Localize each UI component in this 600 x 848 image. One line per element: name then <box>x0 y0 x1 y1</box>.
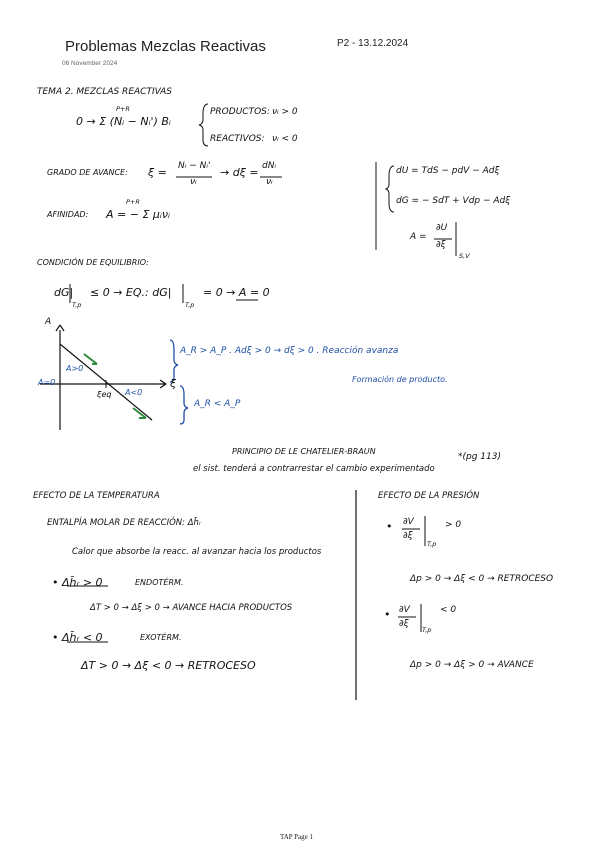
grado-frac1-den: νᵢ <box>190 177 197 187</box>
page-footer: TAP Page 1 <box>280 833 314 841</box>
presion-b1-cond: > 0 <box>445 520 462 530</box>
dg-equation: dG = − SdT + Vdp − Adξ <box>396 196 511 206</box>
affinity-num: ∂U <box>436 223 448 233</box>
tema-heading: TEMA 2. MEZCLAS REACTIVAS <box>37 87 173 97</box>
entalpia-label: ENTALPÍA MOLAR DE REACCIÓN: Δh̄ᵣ <box>47 518 202 528</box>
affinity-sub: S,V <box>459 252 470 260</box>
chatelier-ref: *(pg 113) <box>458 452 501 462</box>
presion-heading: EFECTO DE LA PRESIÓN <box>378 491 480 501</box>
graph-note-product: Formación de producto. <box>352 375 448 384</box>
endo-label: ENDOTÉRM. <box>135 578 184 587</box>
grado-frac2-den: νᵢ <box>266 177 273 187</box>
presion-b2-num: ∂V <box>399 605 410 615</box>
grado-arrow: → dξ = <box>220 166 259 179</box>
presion-b2-sub: T,p <box>422 626 432 634</box>
afinidad-sum-top: P+R <box>126 198 140 206</box>
green-arrow-upper <box>84 354 97 364</box>
page-title: Problemas Mezclas Reactivas <box>65 38 266 55</box>
reactivos-condition: νᵢ < 0 <box>272 134 298 144</box>
exo-condition: • Δh̄ᵣ < 0 <box>52 631 103 644</box>
productos-condition: νᵢ > 0 <box>272 107 298 117</box>
presion-b1-den: ∂ξ <box>403 531 413 541</box>
sum-limit-top: P+R <box>116 105 130 113</box>
blue-brace-bottom <box>180 386 188 424</box>
graph-a0-label: A=0 <box>38 378 56 387</box>
presion-result1: Δp > 0 → Δξ < 0 → RETROCESO <box>410 574 554 584</box>
calor-text: Calor que absorbe la reacc. al avanzar hacia los productos <box>72 547 322 557</box>
page-tag: P2 - 13.12.2024 <box>337 38 409 49</box>
presion-b1-sub: T,p <box>427 540 437 548</box>
affinity-def: A = <box>410 232 427 242</box>
equilibrio-sub1: T,p <box>72 301 82 309</box>
equilibrio-cond1: ≤ 0 → EQ.: dG| <box>90 286 172 299</box>
presion-b1-num: ∂V <box>403 517 414 527</box>
graph-y-label: A <box>45 317 52 327</box>
box-brace <box>386 166 394 212</box>
du-equation: dU = TdS − pdV − Adξ <box>396 166 500 176</box>
presion-bullet2: • <box>384 608 391 621</box>
presion-b2-cond: < 0 <box>440 605 457 615</box>
blue-brace-top <box>170 340 178 382</box>
reactivos-label: REACTIVOS: <box>210 134 265 144</box>
productos-label: PRODUCTOS: <box>210 107 270 117</box>
affinity-den: ∂ξ <box>436 240 446 250</box>
presion-b2-den: ∂ξ <box>399 619 409 629</box>
equilibrio-dg1: dG| <box>54 286 74 299</box>
presion-result2: Δp > 0 → Δξ > 0 → AVANCE <box>410 660 534 670</box>
grado-xi: ξ = <box>148 166 167 179</box>
endo-condition: • Δh̄ᵣ > 0 <box>52 576 103 589</box>
afinidad-label: AFINIDAD: <box>47 210 89 219</box>
graph-note-advance: A_R > A_P . Adξ > 0 → dξ > 0 . Reacción avanza <box>180 346 399 356</box>
graph-region-neg: A<0 <box>125 388 143 397</box>
grado-label: GRADO DE AVANCE: <box>47 168 128 177</box>
equilibrio-sub2: T,p <box>185 301 195 309</box>
chatelier-text: el sist. tenderá a contrarrestar el cambio experimentado <box>193 464 435 474</box>
grado-frac1-num: Nᵢ − Nᵢ' <box>178 161 211 171</box>
chatelier-title: PRINCIPIO DE LE CHATELIER-BRAUN <box>232 447 376 456</box>
exo-result: ΔT > 0 → Δξ < 0 → RETROCESO <box>81 659 256 672</box>
exo-label: EXOTÉRM. <box>140 633 182 642</box>
temperatura-heading: EFECTO DE LA TEMPERATURA <box>33 491 160 501</box>
graph-region-pos: A>0 <box>66 364 84 373</box>
endo-result: ΔT > 0 → Δξ > 0 → AVANCE HACIA PRODUCTOS <box>90 603 293 613</box>
grado-frac2-num: dNᵢ <box>262 161 277 171</box>
graph-note-retro: A_R < A_P <box>194 399 241 409</box>
afinidad-expression: A = − Σ μᵢνᵢ <box>106 208 170 221</box>
presion-bullet1: • <box>386 520 393 533</box>
equilibrio-cond2: = 0 → A = 0 <box>203 286 270 299</box>
tema-brace <box>199 104 208 146</box>
graph-xi-eq: ξeq <box>97 390 112 399</box>
equilibrio-label: CONDICIÓN DE EQUILIBRIO: <box>37 258 149 267</box>
page-date: 06 November 2024 <box>62 60 118 67</box>
graph-x-label: ξ <box>170 377 177 390</box>
reaction-equation: 0 → Σ (Nᵢ − Nᵢ') Bᵢ <box>76 115 171 128</box>
